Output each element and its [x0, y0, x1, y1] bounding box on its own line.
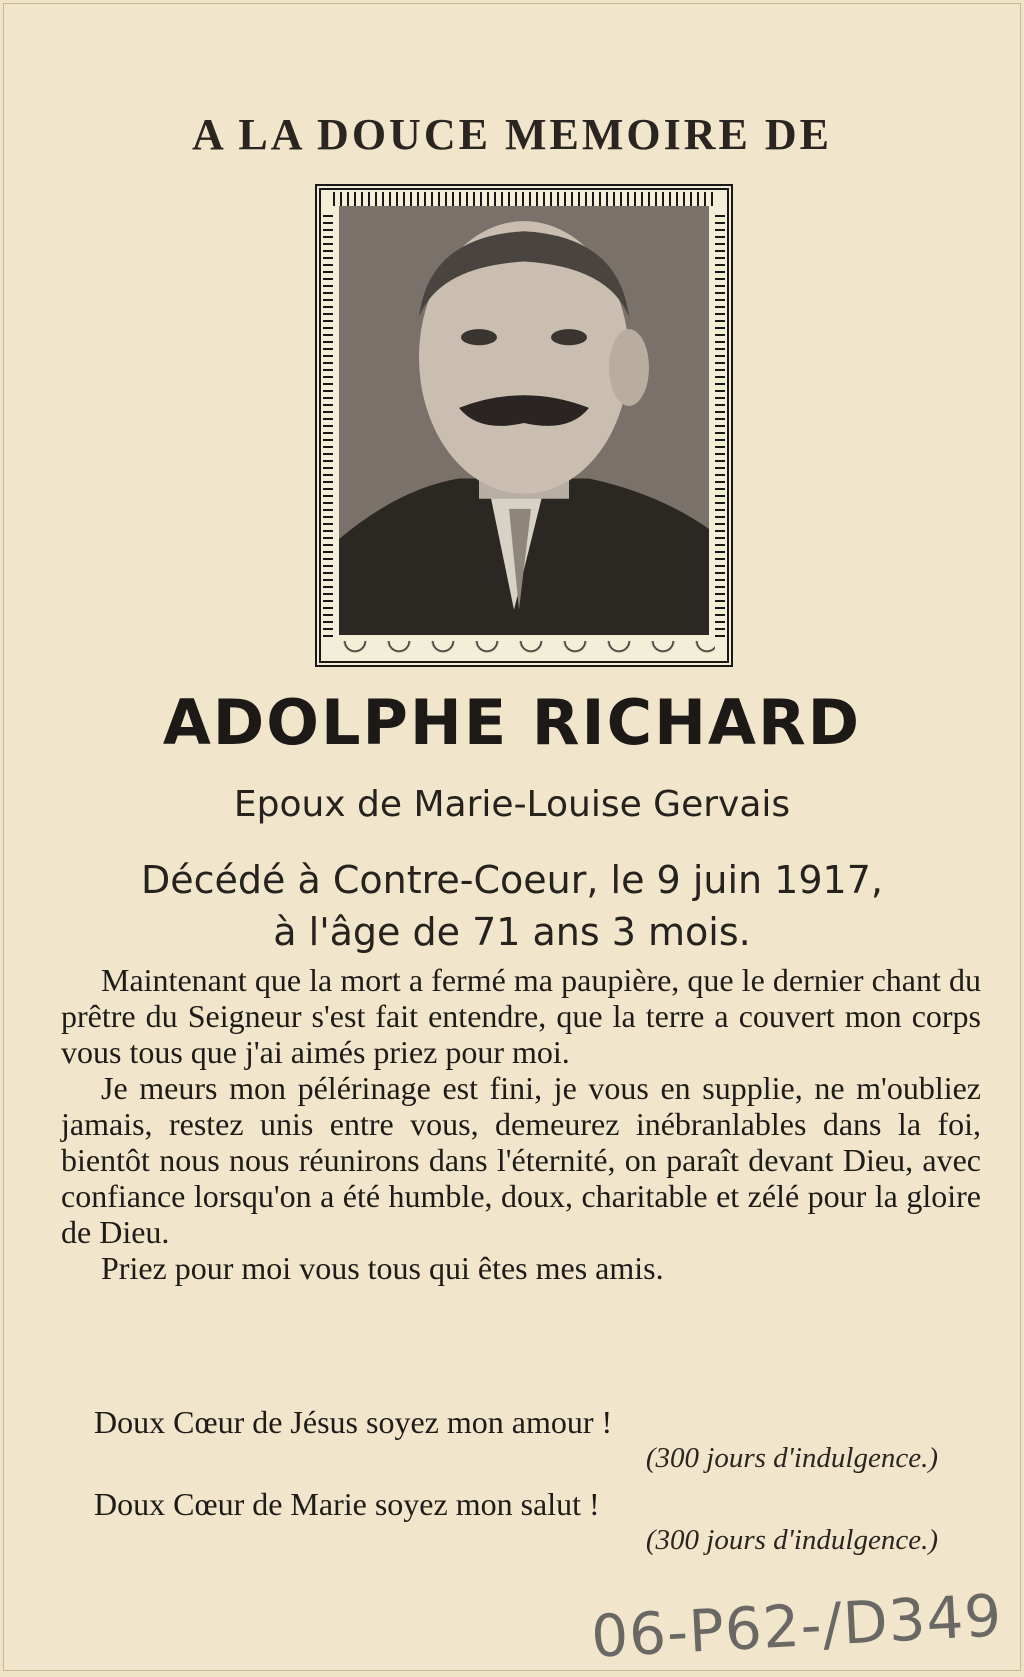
- indulgence-note: (300 jours d'indulgence.): [645, 1524, 938, 1556]
- death-details: [4, 854, 1020, 958]
- prayer-text: [61, 962, 981, 1286]
- deceased-name: ADOLPHE RICHARD: [162, 686, 862, 759]
- card-heading: A LA DOUCE MEMOIRE DE: [192, 110, 832, 159]
- indulgence-note: (300 jours d'indulgence.): [645, 1442, 938, 1474]
- frame-ornament-left: [323, 210, 333, 637]
- frame-ornament-bottom: [333, 641, 715, 659]
- spouse-line: Epoux de Marie-Louise Gervais: [233, 784, 791, 825]
- frame-ornament-top: [333, 192, 715, 206]
- memorial-card: [3, 3, 1021, 1671]
- portrait-photo: [339, 206, 709, 635]
- prayer-paragraph: Priez pour moi vous tous qui êtes mes amis.: [101, 1250, 664, 1286]
- prayer-paragraph: Maintenant que la mort a fermé ma paupière, que le dernier chant du prêtre du Seigneur s'est fait entendre, que la terre a couvert mon corps vous tous que j'ai aimés priez pour moi.: [61, 962, 981, 1070]
- prayer-paragraph: Je meurs mon pélérinage est fini, je vous en supplie, ne m'oubliez jamais, restez unis entre vous, demeurez inébranlables dans la foi, bientôt nous nous réunirons dans l'éternité, on paraît devant Dieu, avec confiance lorsqu'on a été humble, doux, charitable et zélé pour la gloire de Dieu.: [61, 1070, 981, 1250]
- death-place-date: Décédé à Contre-Coeur, le 9 juin 1917,: [141, 858, 883, 902]
- invocation-marie: Doux Cœur de Marie soyez mon salut !: [94, 1486, 600, 1522]
- death-age: à l'âge de 71 ans 3 mois.: [273, 910, 751, 954]
- frame-ornament-right: [715, 210, 725, 637]
- archive-reference: 06-P62-/D349: [589, 1581, 1004, 1671]
- portrait-frame: [315, 184, 733, 667]
- invocation-jesus: Doux Cœur de Jésus soyez mon amour !: [94, 1404, 613, 1440]
- portrait-illustration: [339, 206, 709, 635]
